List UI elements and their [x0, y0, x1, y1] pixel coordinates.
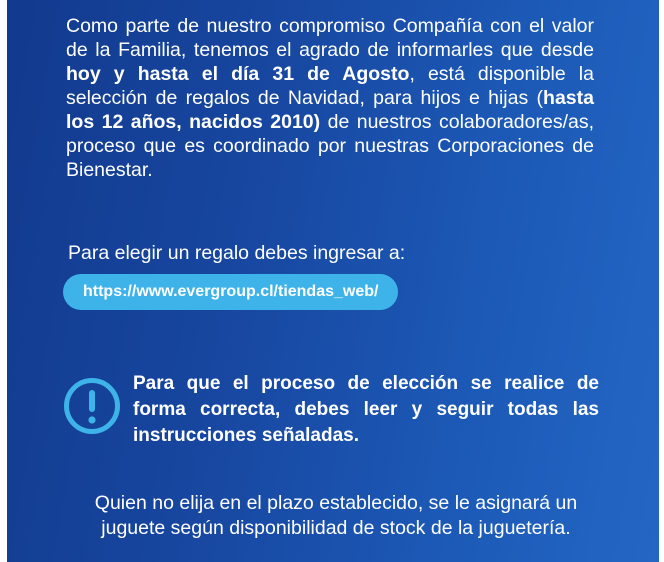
intro-text-1: Como parte de nuestro compromiso Compañía con el valor de la Familia, tenemos el agrado de informarles que desde [66, 15, 594, 61]
store-url-link[interactable]: https://www.evergroup.cl/tiendas_web/ [63, 274, 398, 310]
exclamation-circle-icon [62, 376, 122, 436]
choose-instruction: Para elegir un regalo debes ingresar a: [68, 242, 406, 264]
intro-text-2: , está disponible la selección de regalos de Navidad, para hijos e hijas ( [66, 63, 594, 109]
deadline-notice: Quien no elija en el plazo establecido, se le asignará un juguete según disponibilidad de stock de la juguetería. [94, 492, 578, 539]
intro-paragraph [66, 14, 594, 182]
intro-date-highlight: hoy y hasta el día 31 de Agosto [66, 63, 410, 85]
announcement-panel [7, 0, 659, 562]
intro-age-highlight: hasta los 12 años, nacidos 2010) [66, 87, 594, 133]
intro-text-3: de nuestros colaboradores/as, proceso que es coordinado por nuestras Corporaciones de Bienestar. [66, 111, 594, 181]
warning-message: Para que el proceso de elección se realice de forma correcta, debes leer y seguir todas las instrucciones señaladas. [133, 373, 599, 446]
right-edge-strip [659, 0, 664, 562]
